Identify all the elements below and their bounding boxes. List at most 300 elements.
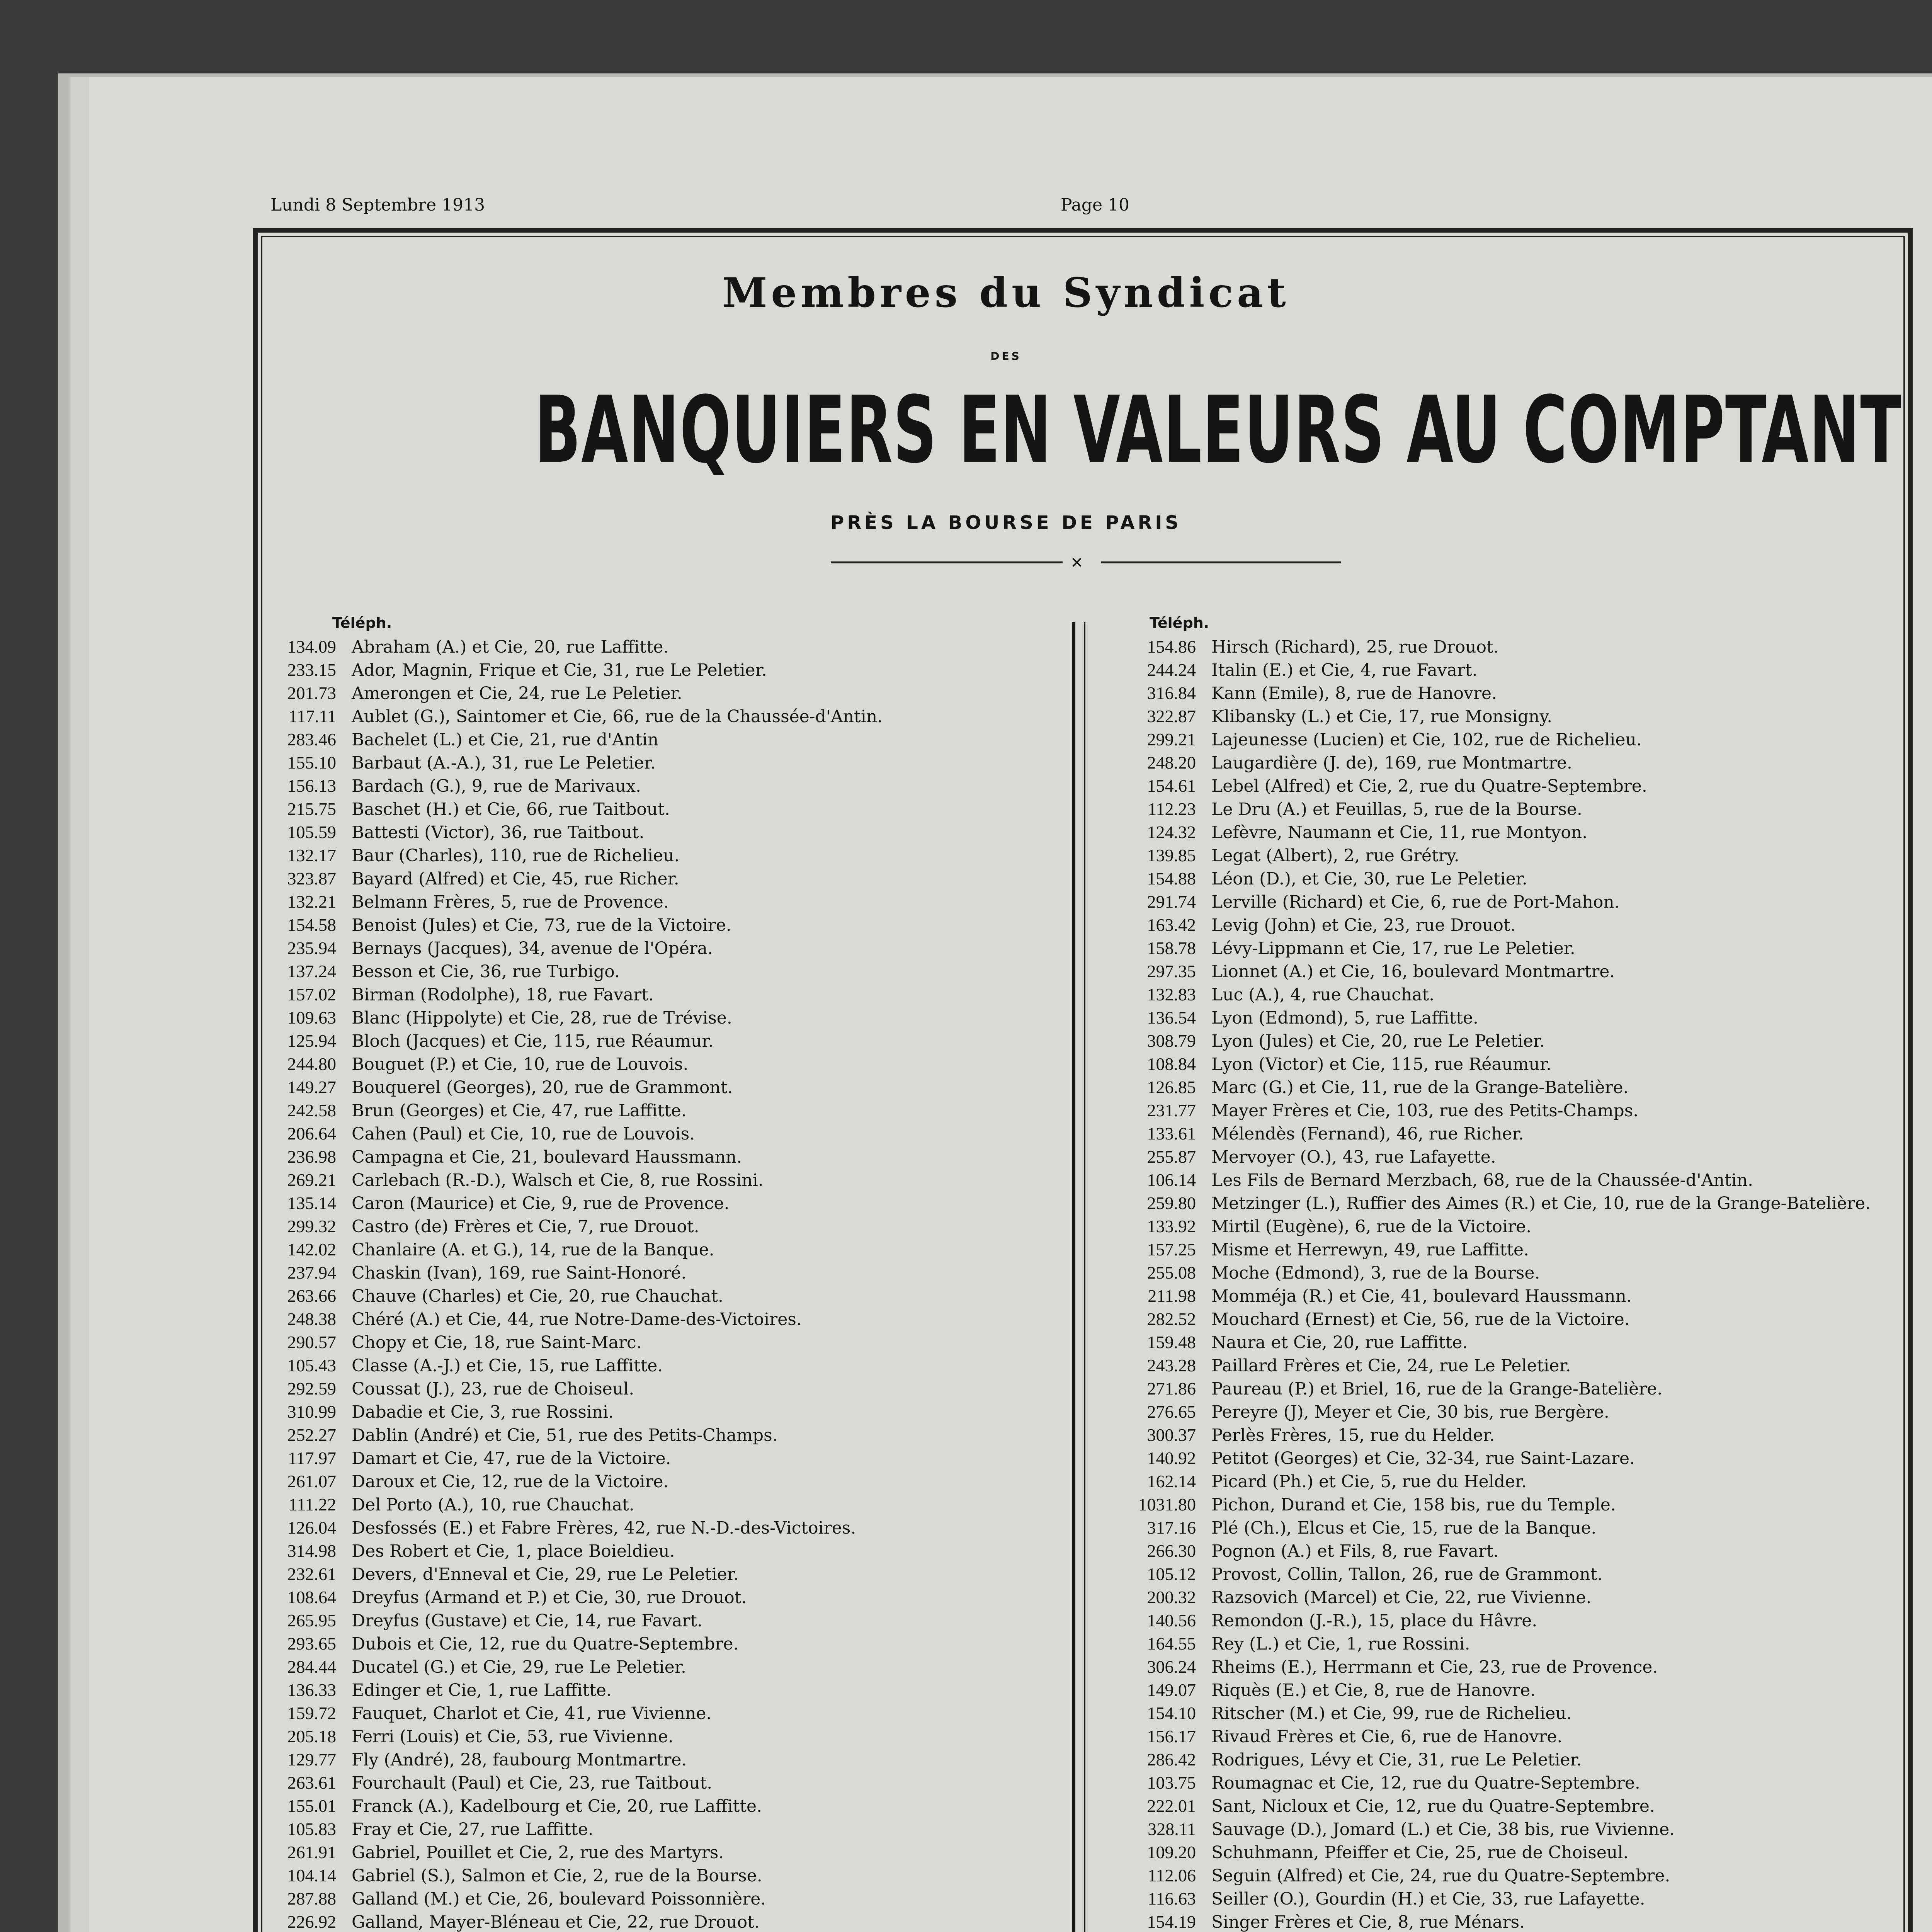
list-item xyxy=(259,1448,671,1468)
list-item xyxy=(259,1309,802,1329)
member-entry: Ador, Magnin, Frique et Cie, 31, rue Le Peletier. xyxy=(352,660,767,680)
telephone-number: 292.59 xyxy=(287,1379,336,1398)
member-entry: Battesti (Victor), 36, rue Taitbout. xyxy=(352,823,645,842)
telephone-number: 310.99 xyxy=(287,1402,336,1422)
telephone-number: 154.58 xyxy=(287,915,336,935)
member-entry: Dreyfus (Armand et P.) et Cie, 30, rue Drouot. xyxy=(352,1588,747,1607)
telephone-number: 132.83 xyxy=(1147,985,1196,1004)
telephone-number: 108.64 xyxy=(287,1587,336,1607)
member-entry: Les Fils de Bernard Merzbach, 68, rue de la Chaussée-d'Antin. xyxy=(1211,1170,1753,1190)
member-entry: Benoist (Jules) et Cie, 73, rue de la Victoire. xyxy=(352,915,731,935)
member-entry: Bloch (Jacques) et Cie, 115, rue Réaumur. xyxy=(352,1031,714,1051)
member-entry: Abraham (A.) et Cie, 20, rue Laffitte. xyxy=(352,637,669,657)
member-entry: Chopy et Cie, 18, rue Saint-Marc. xyxy=(352,1333,642,1352)
member-entry: Ritscher (M.) et Cie, 99, rue de Richelieu. xyxy=(1211,1704,1572,1723)
member-entry: Paillard Frères et Cie, 24, rue Le Peletier. xyxy=(1211,1356,1571,1376)
member-entry: Coussat (J.), 23, rue de Choiseul. xyxy=(352,1379,634,1399)
list-item xyxy=(259,1680,612,1700)
list-item xyxy=(1119,938,1575,958)
list-item xyxy=(1119,822,1587,842)
list-item xyxy=(1119,1379,1662,1398)
telephone-number: 126.85 xyxy=(1147,1077,1196,1097)
subtitle: PRÈS LA BOURSE DE PARIS xyxy=(830,512,1182,534)
list-item xyxy=(1119,1193,1871,1213)
list-item xyxy=(1119,1263,1540,1282)
member-entry: Rey (L.) et Cie, 1, rue Rossini. xyxy=(1211,1634,1470,1654)
list-item xyxy=(259,1332,642,1352)
member-entry: Gabriel, Pouillet et Cie, 2, rue des Martyrs. xyxy=(352,1843,724,1862)
telephone-number: 154.86 xyxy=(1147,637,1196,656)
right-column-header: Téléph. xyxy=(1150,614,1209,631)
member-entry: Barbaut (A.-A.), 31, rue Le Peletier. xyxy=(352,753,656,773)
list-item xyxy=(259,1355,663,1375)
list-item xyxy=(259,1031,714,1051)
member-entry: Remondon (J.-R.), 15, place du Hâvre. xyxy=(1211,1611,1537,1631)
telephone-number: 206.64 xyxy=(287,1124,336,1143)
member-entry: Classe (A.-J.) et Cie, 15, rue Laffitte. xyxy=(352,1356,663,1376)
member-entry: Gabriel (S.), Salmon et Cie, 2, rue de la Bourse. xyxy=(352,1866,762,1886)
list-item xyxy=(259,869,679,888)
title-des: DES xyxy=(990,350,1022,362)
list-item xyxy=(259,1564,739,1584)
list-item xyxy=(259,1703,711,1723)
list-item xyxy=(1119,1425,1495,1445)
telephone-number: 103.75 xyxy=(1147,1773,1196,1793)
list-item xyxy=(259,706,883,726)
member-entry: Mirtil (Eugène), 6, rue de la Victoire. xyxy=(1211,1217,1532,1236)
member-entry: Cahen (Paul) et Cie, 10, rue de Louvois. xyxy=(352,1124,695,1144)
telephone-number: 105.59 xyxy=(287,822,336,842)
member-entry: Fourchault (Paul) et Cie, 23, rue Taitbout. xyxy=(352,1773,713,1793)
telephone-number: 1031.80 xyxy=(1138,1495,1196,1514)
list-item xyxy=(259,1240,714,1259)
list-item xyxy=(1119,869,1527,888)
list-item xyxy=(259,1657,686,1677)
member-entry: Mélendès (Fernand), 46, rue Richer. xyxy=(1211,1124,1524,1144)
telephone-number: 129.77 xyxy=(287,1750,336,1769)
member-entry: Hirsch (Richard), 25, rue Drouot. xyxy=(1211,637,1499,657)
telephone-number: 226.92 xyxy=(287,1912,336,1932)
telephone-number: 291.74 xyxy=(1147,892,1196,912)
list-item xyxy=(259,1471,669,1491)
member-entry: Levig (John) et Cie, 23, rue Drouot. xyxy=(1211,915,1516,935)
telephone-number: 163.42 xyxy=(1147,915,1196,935)
list-item xyxy=(1119,1866,1670,1885)
list-item xyxy=(259,1286,723,1306)
list-item xyxy=(1119,730,1642,749)
member-entry: Seguin (Alfred) et Cie, 24, rue du Quatre-Septembre. xyxy=(1211,1866,1670,1886)
member-entry: Picard (Ph.) et Cie, 5, rue du Helder. xyxy=(1211,1472,1527,1492)
list-item xyxy=(1119,1216,1531,1236)
member-entry: Riquès (E.) et Cie, 8, rue de Hanovre. xyxy=(1211,1680,1536,1700)
telephone-number: 157.02 xyxy=(287,985,336,1004)
list-item xyxy=(259,1077,733,1097)
member-entry: Petitot (Georges) et Cie, 32-34, rue Saint-Lazare. xyxy=(1211,1449,1635,1468)
member-entry: Lyon (Edmond), 5, rue Laffitte. xyxy=(1211,1008,1478,1028)
member-entry: Campagna et Cie, 21, boulevard Haussmann. xyxy=(352,1147,742,1167)
member-entry: Léon (D.), et Cie, 30, rue Le Peletier. xyxy=(1211,869,1527,889)
telephone-number: 108.84 xyxy=(1147,1054,1196,1074)
column-divider-right xyxy=(1084,622,1085,1932)
telephone-number: 126.04 xyxy=(287,1518,336,1537)
telephone-number: 201.73 xyxy=(287,683,336,703)
list-item xyxy=(1119,1448,1635,1468)
member-entry: Plé (Ch.), Elcus et Cie, 15, rue de la Banque. xyxy=(1211,1518,1597,1538)
list-item xyxy=(1119,753,1572,772)
list-item xyxy=(259,1819,594,1839)
member-entry: Lerville (Richard) et Cie, 6, rue de Port-Mahon. xyxy=(1211,892,1620,912)
telephone-number: 132.21 xyxy=(287,892,336,912)
list-item xyxy=(1119,1031,1545,1051)
list-item xyxy=(1119,1471,1527,1491)
telephone-number: 323.87 xyxy=(287,869,336,888)
list-item xyxy=(1119,1842,1628,1862)
list-item xyxy=(259,1425,778,1445)
list-item xyxy=(1119,1541,1499,1561)
member-entry: Rodrigues, Lévy et Cie, 31, rue Le Peletier. xyxy=(1211,1750,1582,1770)
list-item xyxy=(259,1634,739,1653)
list-item xyxy=(1119,1889,1645,1908)
member-entry: Aublet (G.), Saintomer et Cie, 66, rue de la Chaussée-d'Antin. xyxy=(352,707,883,726)
list-item xyxy=(259,1170,764,1190)
telephone-number: 271.86 xyxy=(1147,1379,1196,1398)
header-page-number: Page 10 xyxy=(1061,195,1130,215)
member-entry: Desfossés (E.) et Fabre Frères, 42, rue N.-D.-des-Victoires. xyxy=(352,1518,856,1538)
member-entry: Rheims (E.), Herrmann et Cie, 23, rue de Provence. xyxy=(1211,1657,1658,1677)
telephone-number: 263.61 xyxy=(287,1773,336,1793)
telephone-number: 248.20 xyxy=(1147,753,1196,772)
list-item xyxy=(1119,1054,1551,1074)
member-entry: Chaskin (Ivan), 169, rue Saint-Honoré. xyxy=(352,1263,687,1283)
telephone-number: 252.27 xyxy=(287,1425,336,1445)
list-item xyxy=(259,1518,856,1537)
telephone-number: 132.17 xyxy=(287,845,336,865)
list-item xyxy=(1119,1495,1616,1514)
list-item xyxy=(259,1147,742,1167)
telephone-number: 105.43 xyxy=(287,1355,336,1375)
telephone-number: 149.27 xyxy=(287,1077,336,1097)
member-entry: Legat (Albert), 2, rue Grétry. xyxy=(1211,846,1459,866)
telephone-number: 154.88 xyxy=(1147,869,1196,888)
member-entry: Kann (Emile), 8, rue de Hanovre. xyxy=(1211,684,1497,703)
member-entry: Mervoyer (O.), 43, rue Lafayette. xyxy=(1211,1147,1496,1167)
list-item xyxy=(1119,660,1478,680)
member-entry: Devers, d'Enneval et Cie, 29, rue Le Peletier. xyxy=(352,1565,739,1584)
telephone-number: 231.77 xyxy=(1147,1100,1196,1120)
list-item xyxy=(259,683,682,703)
member-entry: Bouquerel (Georges), 20, rue de Grammont. xyxy=(352,1078,733,1097)
list-item xyxy=(259,1495,634,1514)
member-entry: Amerongen et Cie, 24, rue Le Peletier. xyxy=(352,684,682,703)
telephone-number: 276.65 xyxy=(1147,1402,1196,1422)
telephone-number: 140.56 xyxy=(1147,1611,1196,1630)
list-item xyxy=(259,961,620,981)
list-item xyxy=(259,822,644,842)
member-entry: Brun (Georges) et Cie, 47, rue Laffitte. xyxy=(352,1101,687,1121)
telephone-number: 263.66 xyxy=(287,1286,336,1306)
telephone-number: 105.12 xyxy=(1147,1564,1196,1584)
telephone-number: 244.80 xyxy=(287,1054,336,1074)
member-entry: Seiller (O.), Gourdin (H.) et Cie, 33, rue Lafayette. xyxy=(1211,1889,1645,1909)
list-item xyxy=(1119,1240,1529,1259)
member-entry: Bernays (Jacques), 34, avenue de l'Opéra. xyxy=(352,939,713,958)
member-entry: Provost, Collin, Tallon, 26, rue de Grammont. xyxy=(1211,1565,1603,1584)
list-item xyxy=(1119,985,1434,1004)
member-entry: Dablin (André) et Cie, 51, rue des Petits-Champs. xyxy=(352,1425,778,1445)
member-entry: Dabadie et Cie, 3, rue Rossini. xyxy=(352,1402,614,1422)
telephone-number: 299.21 xyxy=(1147,730,1196,749)
list-item xyxy=(1119,1518,1596,1537)
telephone-number: 156.17 xyxy=(1147,1726,1196,1746)
member-entry: Moche (Edmond), 3, rue de la Bourse. xyxy=(1211,1263,1540,1283)
telephone-number: 286.42 xyxy=(1147,1750,1196,1769)
telephone-number: 158.78 xyxy=(1147,938,1196,958)
list-item xyxy=(259,799,670,819)
column-divider-left xyxy=(1072,622,1075,1932)
member-entry: Baschet (H.) et Cie, 66, rue Taitbout. xyxy=(352,799,670,819)
telephone-number: 139.85 xyxy=(1147,845,1196,865)
telephone-number: 205.18 xyxy=(287,1726,336,1746)
list-item xyxy=(259,915,731,935)
member-entry: Sauvage (D.), Jomard (L.) et Cie, 38 bis, rue Vivienne. xyxy=(1211,1820,1675,1839)
list-item xyxy=(1119,706,1552,726)
list-item xyxy=(1119,1773,1640,1793)
member-entry: Italin (E.) et Cie, 4, rue Favart. xyxy=(1211,660,1478,680)
list-item xyxy=(259,1773,712,1793)
list-item xyxy=(259,637,669,656)
list-item xyxy=(259,1124,695,1143)
list-item xyxy=(259,1750,687,1769)
member-entry: Naura et Cie, 20, rue Laffitte. xyxy=(1211,1333,1468,1352)
member-entry: Carlebach (R.-D.), Walsch et Cie, 8, rue Rossini. xyxy=(352,1170,764,1190)
list-item xyxy=(1119,1819,1675,1839)
member-entry: Galland (M.) et Cie, 26, boulevard Poissonnière. xyxy=(352,1889,766,1909)
member-entry: Chanlaire (A. et G.), 14, rue de la Banque. xyxy=(352,1240,714,1260)
telephone-number: 236.98 xyxy=(287,1147,336,1167)
member-entry: Sant, Nicloux et Cie, 12, rue du Quatre-Septembre. xyxy=(1211,1796,1655,1816)
member-entry: Del Porto (A.), 10, rue Chauchat. xyxy=(352,1495,634,1515)
telephone-number: 142.02 xyxy=(287,1240,336,1259)
member-entry: Metzinger (L.), Ruffier des Aimes (R.) et Cie, 10, rue de la Grange-Batelière. xyxy=(1211,1194,1871,1213)
member-entry: Edinger et Cie, 1, rue Laffitte. xyxy=(352,1680,612,1700)
telephone-number: 237.94 xyxy=(287,1263,336,1282)
member-entry: Chauve (Charles) et Cie, 20, rue Chauchat. xyxy=(352,1286,724,1306)
telephone-number: 140.92 xyxy=(1147,1448,1196,1468)
telephone-number: 243.28 xyxy=(1147,1355,1196,1375)
telephone-number: 200.32 xyxy=(1147,1587,1196,1607)
telephone-number: 112.23 xyxy=(1148,799,1196,819)
member-entry: Dubois et Cie, 12, rue du Quatre-Septembre. xyxy=(352,1634,739,1654)
list-item xyxy=(259,1866,762,1885)
member-entry: Rivaud Frères et Cie, 6, rue de Hanovre. xyxy=(1211,1727,1563,1747)
list-item xyxy=(1119,799,1582,819)
telephone-number: 235.94 xyxy=(287,938,336,958)
list-item xyxy=(259,1193,730,1213)
ornament-divider: ✕ xyxy=(831,556,1341,568)
telephone-number: 215.75 xyxy=(287,799,336,819)
list-item xyxy=(259,1054,688,1074)
member-entry: Blanc (Hippolyte) et Cie, 28, rue de Trévise. xyxy=(352,1008,732,1028)
telephone-number: 308.79 xyxy=(1147,1031,1196,1051)
telephone-number: 136.54 xyxy=(1147,1008,1196,1027)
member-entry: Besson et Cie, 36, rue Turbigo. xyxy=(352,962,620,981)
member-entry: Singer Frères et Cie, 8, rue Ménars. xyxy=(1211,1912,1525,1932)
list-item xyxy=(1119,1124,1524,1143)
telephone-number: 154.19 xyxy=(1147,1912,1196,1932)
member-entry: Laugardière (J. de), 169, rue Montmartre. xyxy=(1211,753,1572,773)
telephone-number: 105.83 xyxy=(287,1819,336,1839)
member-entry: Fauquet, Charlot et Cie, 41, rue Vivienne. xyxy=(352,1704,712,1723)
member-entry: Lionnet (A.) et Cie, 16, boulevard Montmartre. xyxy=(1211,962,1615,981)
member-entry: Klibansky (L.) et Cie, 17, rue Monsigny. xyxy=(1211,707,1553,726)
list-item xyxy=(1119,1796,1655,1816)
telephone-number: 155.10 xyxy=(287,753,336,772)
list-item xyxy=(259,1541,675,1561)
member-entry: Baur (Charles), 110, rue de Richelieu. xyxy=(352,846,680,866)
member-entry: Mayer Frères et Cie, 103, rue des Petits-Champs. xyxy=(1211,1101,1639,1121)
list-item xyxy=(1119,776,1647,796)
telephone-number: 284.44 xyxy=(287,1657,336,1677)
member-entry: Caron (Maurice) et Cie, 9, rue de Provence. xyxy=(352,1194,730,1213)
telephone-number: 125.94 xyxy=(287,1031,336,1051)
member-entry: Des Robert et Cie, 1, place Boieldieu. xyxy=(352,1541,675,1561)
member-entry: Mouchard (Ernest) et Cie, 56, rue de la Victoire. xyxy=(1211,1310,1630,1329)
member-entry: Ducatel (G.) et Cie, 29, rue Le Peletier. xyxy=(352,1657,686,1677)
telephone-number: 282.52 xyxy=(1147,1309,1196,1329)
list-item xyxy=(1119,683,1497,703)
telephone-number: 157.25 xyxy=(1147,1240,1196,1259)
member-entry: Pichon, Durand et Cie, 158 bis, rue du Temple. xyxy=(1211,1495,1616,1515)
telephone-number: 306.24 xyxy=(1147,1657,1196,1677)
member-entry: Lebel (Alfred) et Cie, 2, rue du Quatre-Septembre. xyxy=(1211,776,1647,796)
telephone-number: 266.30 xyxy=(1147,1541,1196,1561)
list-item xyxy=(1119,1726,1562,1746)
list-item xyxy=(1119,1680,1536,1700)
telephone-number: 269.21 xyxy=(287,1170,336,1190)
telephone-number: 134.09 xyxy=(287,637,336,656)
list-item xyxy=(1119,1147,1496,1167)
telephone-number: 317.16 xyxy=(1147,1518,1196,1537)
telephone-number: 293.65 xyxy=(287,1634,336,1653)
telephone-number: 133.61 xyxy=(1147,1124,1196,1143)
member-entry: Lyon (Victor) et Cie, 115, rue Réaumur. xyxy=(1211,1054,1552,1074)
telephone-number: 242.58 xyxy=(287,1100,336,1120)
telephone-number: 136.33 xyxy=(287,1680,336,1700)
list-item xyxy=(259,1263,686,1282)
telephone-number: 244.24 xyxy=(1147,660,1196,680)
member-entry: Bachelet (L.) et Cie, 21, rue d'Antin xyxy=(352,730,659,750)
list-item xyxy=(259,753,656,772)
member-entry: Momméja (R.) et Cie, 41, boulevard Haussmann. xyxy=(1211,1286,1632,1306)
telephone-number: 155.01 xyxy=(287,1796,336,1816)
member-entry: Pereyre (J), Meyer et Cie, 30 bis, rue Bergère. xyxy=(1211,1402,1609,1422)
telephone-number: 297.35 xyxy=(1147,961,1196,981)
telephone-number: 255.87 xyxy=(1147,1147,1196,1167)
list-item xyxy=(1119,892,1620,912)
telephone-number: 290.57 xyxy=(287,1332,336,1352)
telephone-number: 162.14 xyxy=(1147,1471,1196,1491)
telephone-number: 133.92 xyxy=(1147,1216,1196,1236)
list-item xyxy=(1119,1657,1658,1677)
member-entry: Dreyfus (Gustave) et Cie, 14, rue Favart. xyxy=(352,1611,702,1631)
list-item xyxy=(1119,1564,1602,1584)
list-item xyxy=(1119,1286,1632,1306)
telephone-number: 164.55 xyxy=(1147,1634,1196,1653)
telephone-number: 300.37 xyxy=(1147,1425,1196,1445)
member-entry: Bardach (G.), 9, rue de Marivaux. xyxy=(352,776,641,796)
list-item xyxy=(1119,845,1459,865)
list-item xyxy=(259,892,669,912)
list-item xyxy=(1119,1170,1753,1190)
list-item xyxy=(259,660,767,680)
telephone-number: 265.95 xyxy=(287,1611,336,1630)
member-entry: Lajeunesse (Lucien) et Cie, 102, rue de Richelieu. xyxy=(1211,730,1642,750)
list-item xyxy=(1119,1008,1478,1027)
telephone-number: 322.87 xyxy=(1147,706,1196,726)
telephone-number: 117.11 xyxy=(288,706,336,726)
telephone-number: 112.06 xyxy=(1148,1866,1196,1885)
list-item xyxy=(259,1402,614,1422)
telephone-number: 299.32 xyxy=(287,1216,336,1236)
telephone-number: 261.07 xyxy=(287,1471,336,1491)
member-entry: Fray et Cie, 27, rue Laffitte. xyxy=(352,1820,594,1839)
member-entry: Fly (André), 28, faubourg Montmartre. xyxy=(352,1750,687,1770)
telephone-number: 135.14 xyxy=(287,1193,336,1213)
member-entry: Lefèvre, Naumann et Cie, 11, rue Montyon. xyxy=(1211,823,1588,842)
telephone-number: 109.63 xyxy=(287,1008,336,1027)
telephone-number: 149.07 xyxy=(1147,1680,1196,1700)
member-entry: Bouguet (P.) et Cie, 10, rue de Louvois. xyxy=(352,1054,689,1074)
telephone-number: 283.46 xyxy=(287,730,336,749)
list-item xyxy=(1119,1634,1470,1653)
member-entry: Belmann Frères, 5, rue de Provence. xyxy=(352,892,669,912)
telephone-number: 104.14 xyxy=(287,1866,336,1885)
telephone-number: 117.97 xyxy=(288,1448,336,1468)
telephone-number: 111.22 xyxy=(288,1495,336,1514)
telephone-number: 154.61 xyxy=(1147,776,1196,796)
member-entry: Franck (A.), Kadelbourg et Cie, 20, rue Laffitte. xyxy=(352,1796,762,1816)
telephone-number: 116.63 xyxy=(1148,1889,1196,1908)
list-item xyxy=(1119,1077,1628,1097)
telephone-number: 211.98 xyxy=(1148,1286,1196,1306)
telephone-number: 222.01 xyxy=(1147,1796,1196,1816)
member-entry: Razsovich (Marcel) et Cie, 22, rue Vivienne. xyxy=(1211,1588,1592,1607)
list-item xyxy=(259,1796,762,1816)
telephone-number: 287.88 xyxy=(287,1889,336,1908)
list-item xyxy=(259,938,713,958)
list-item xyxy=(1119,1587,1591,1607)
member-entry: Birman (Rodolphe), 18, rue Favart. xyxy=(352,985,654,1005)
telephone-number: 314.98 xyxy=(287,1541,336,1561)
member-entry: Misme et Herrewyn, 49, rue Laffitte. xyxy=(1211,1240,1529,1260)
list-item xyxy=(259,1726,673,1746)
list-item xyxy=(1119,1100,1638,1120)
telephone-number: 109.20 xyxy=(1147,1842,1196,1862)
list-item xyxy=(1119,1703,1572,1723)
list-item xyxy=(259,1216,699,1236)
list-item xyxy=(259,1008,732,1027)
member-entry: Ferri (Louis) et Cie, 53, rue Vivienne. xyxy=(352,1727,673,1747)
list-item xyxy=(259,1587,747,1607)
title-membres: Membres du Syndicat xyxy=(722,269,1290,316)
telephone-number: 255.08 xyxy=(1147,1263,1196,1282)
left-column-header: Téléph. xyxy=(332,614,392,631)
telephone-number: 154.10 xyxy=(1147,1703,1196,1723)
telephone-number: 156.13 xyxy=(287,776,336,796)
list-item xyxy=(259,1842,724,1862)
telephone-number: 259.80 xyxy=(1147,1193,1196,1213)
member-entry: Perlès Frères, 15, rue du Helder. xyxy=(1211,1425,1495,1445)
